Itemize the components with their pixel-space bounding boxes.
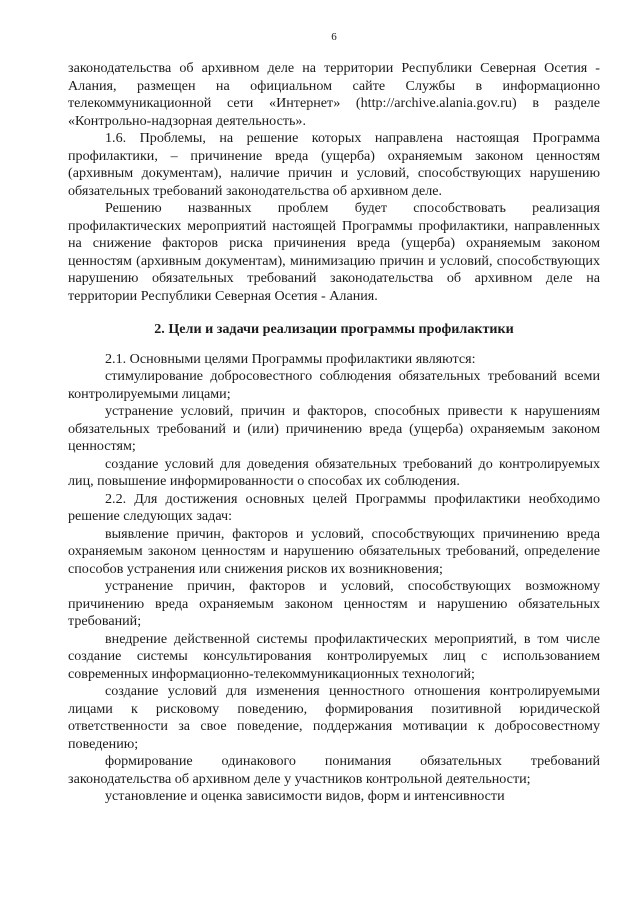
task-item-3: внедрение действенной системы профилактических мероприятий, в том числе создание системы консультирования контролируемых лиц с использованием современных информационно-телекоммуникационных технологий; xyxy=(68,630,600,682)
goal-item-1: стимулирование добросовестного соблюдения обязательных требований всеми контролируемыми лицами; xyxy=(68,368,600,402)
paragraph-1-6-problems: 1.6. Проблемы, на решение которых направлена настоящая Программа профилактики, – причинение вреда (ущерба) охраняемым законом ценностям (архивным документам), наличие причин и условий, способствующих нарушению обязательных требований законодательства об архивном деле. xyxy=(68,130,600,199)
paragraph-intro-continuation: законодательства об архивном деле на территории Республики Северная Осетия - Алания, размещен на официальном сайте Службы в информационно телекоммуникационной сети «Интернет» (http://archive.alania.gov.ru) в разделе «Контрольно-надзорная деятельность». xyxy=(68,60,600,129)
paragraph-solution: Решению названных проблем будет способствовать реализация профилактических мероприятий настоящей Программы профилактики, направленных на снижение факторов риска причинения вреда (ущерба) охраняемым законом ценностям (архивным документам), минимизацию причин и условий, способствующих нарушению обязательных требований законодательства об архивном деле на территории Республики Северная Осетия - Алания. xyxy=(68,200,600,304)
goal-item-2: устранение условий, причин и факторов, способных привести к нарушениям обязательных требований и (или) причинению вреда (ущерба) охраняемым законом ценностям; xyxy=(68,403,600,454)
goal-item-3: создание условий для доведения обязательных требований до контролируемых лиц, повышение информированности о способах их соблюдения. xyxy=(68,455,600,489)
paragraph-2-1-goals: 2.1. Основными целями Программы профилактики являются: xyxy=(105,350,476,367)
page-number: 6 xyxy=(331,31,337,43)
paragraph-2-2-tasks: 2.2. Для достижения основных целей Программы профилактики необходимо решение следующих задач: xyxy=(68,490,600,524)
document-body xyxy=(68,60,600,806)
task-item-5: формирование одинакового понимания обязательных требований законодательства об архивном деле у участников контрольной деятельности; xyxy=(68,753,600,787)
task-item-1: выявление причин, факторов и условий, способствующих причинению вреда охраняемым законом ценностям и нарушению обязательных требований, определение способов устранения или снижения рисков их возникновения; xyxy=(68,525,600,577)
task-item-6: установление и оценка зависимости видов, форм и интенсивности xyxy=(105,788,505,804)
task-item-2: устранение причин, факторов и условий, способствующих возможному причинению вреда охраняемым законом ценностям и нарушению обязательных требований; xyxy=(68,578,600,629)
task-item-4: создание условий для изменения ценностного отношения контролируемыми лицами к рисковому поведению, формирования позитивной юридической ответственности за свое поведение, поддержания мотивации к добросовестному поведению; xyxy=(68,683,600,752)
section-2-heading: 2. Цели и задачи реализации программы профилактики xyxy=(154,321,514,337)
